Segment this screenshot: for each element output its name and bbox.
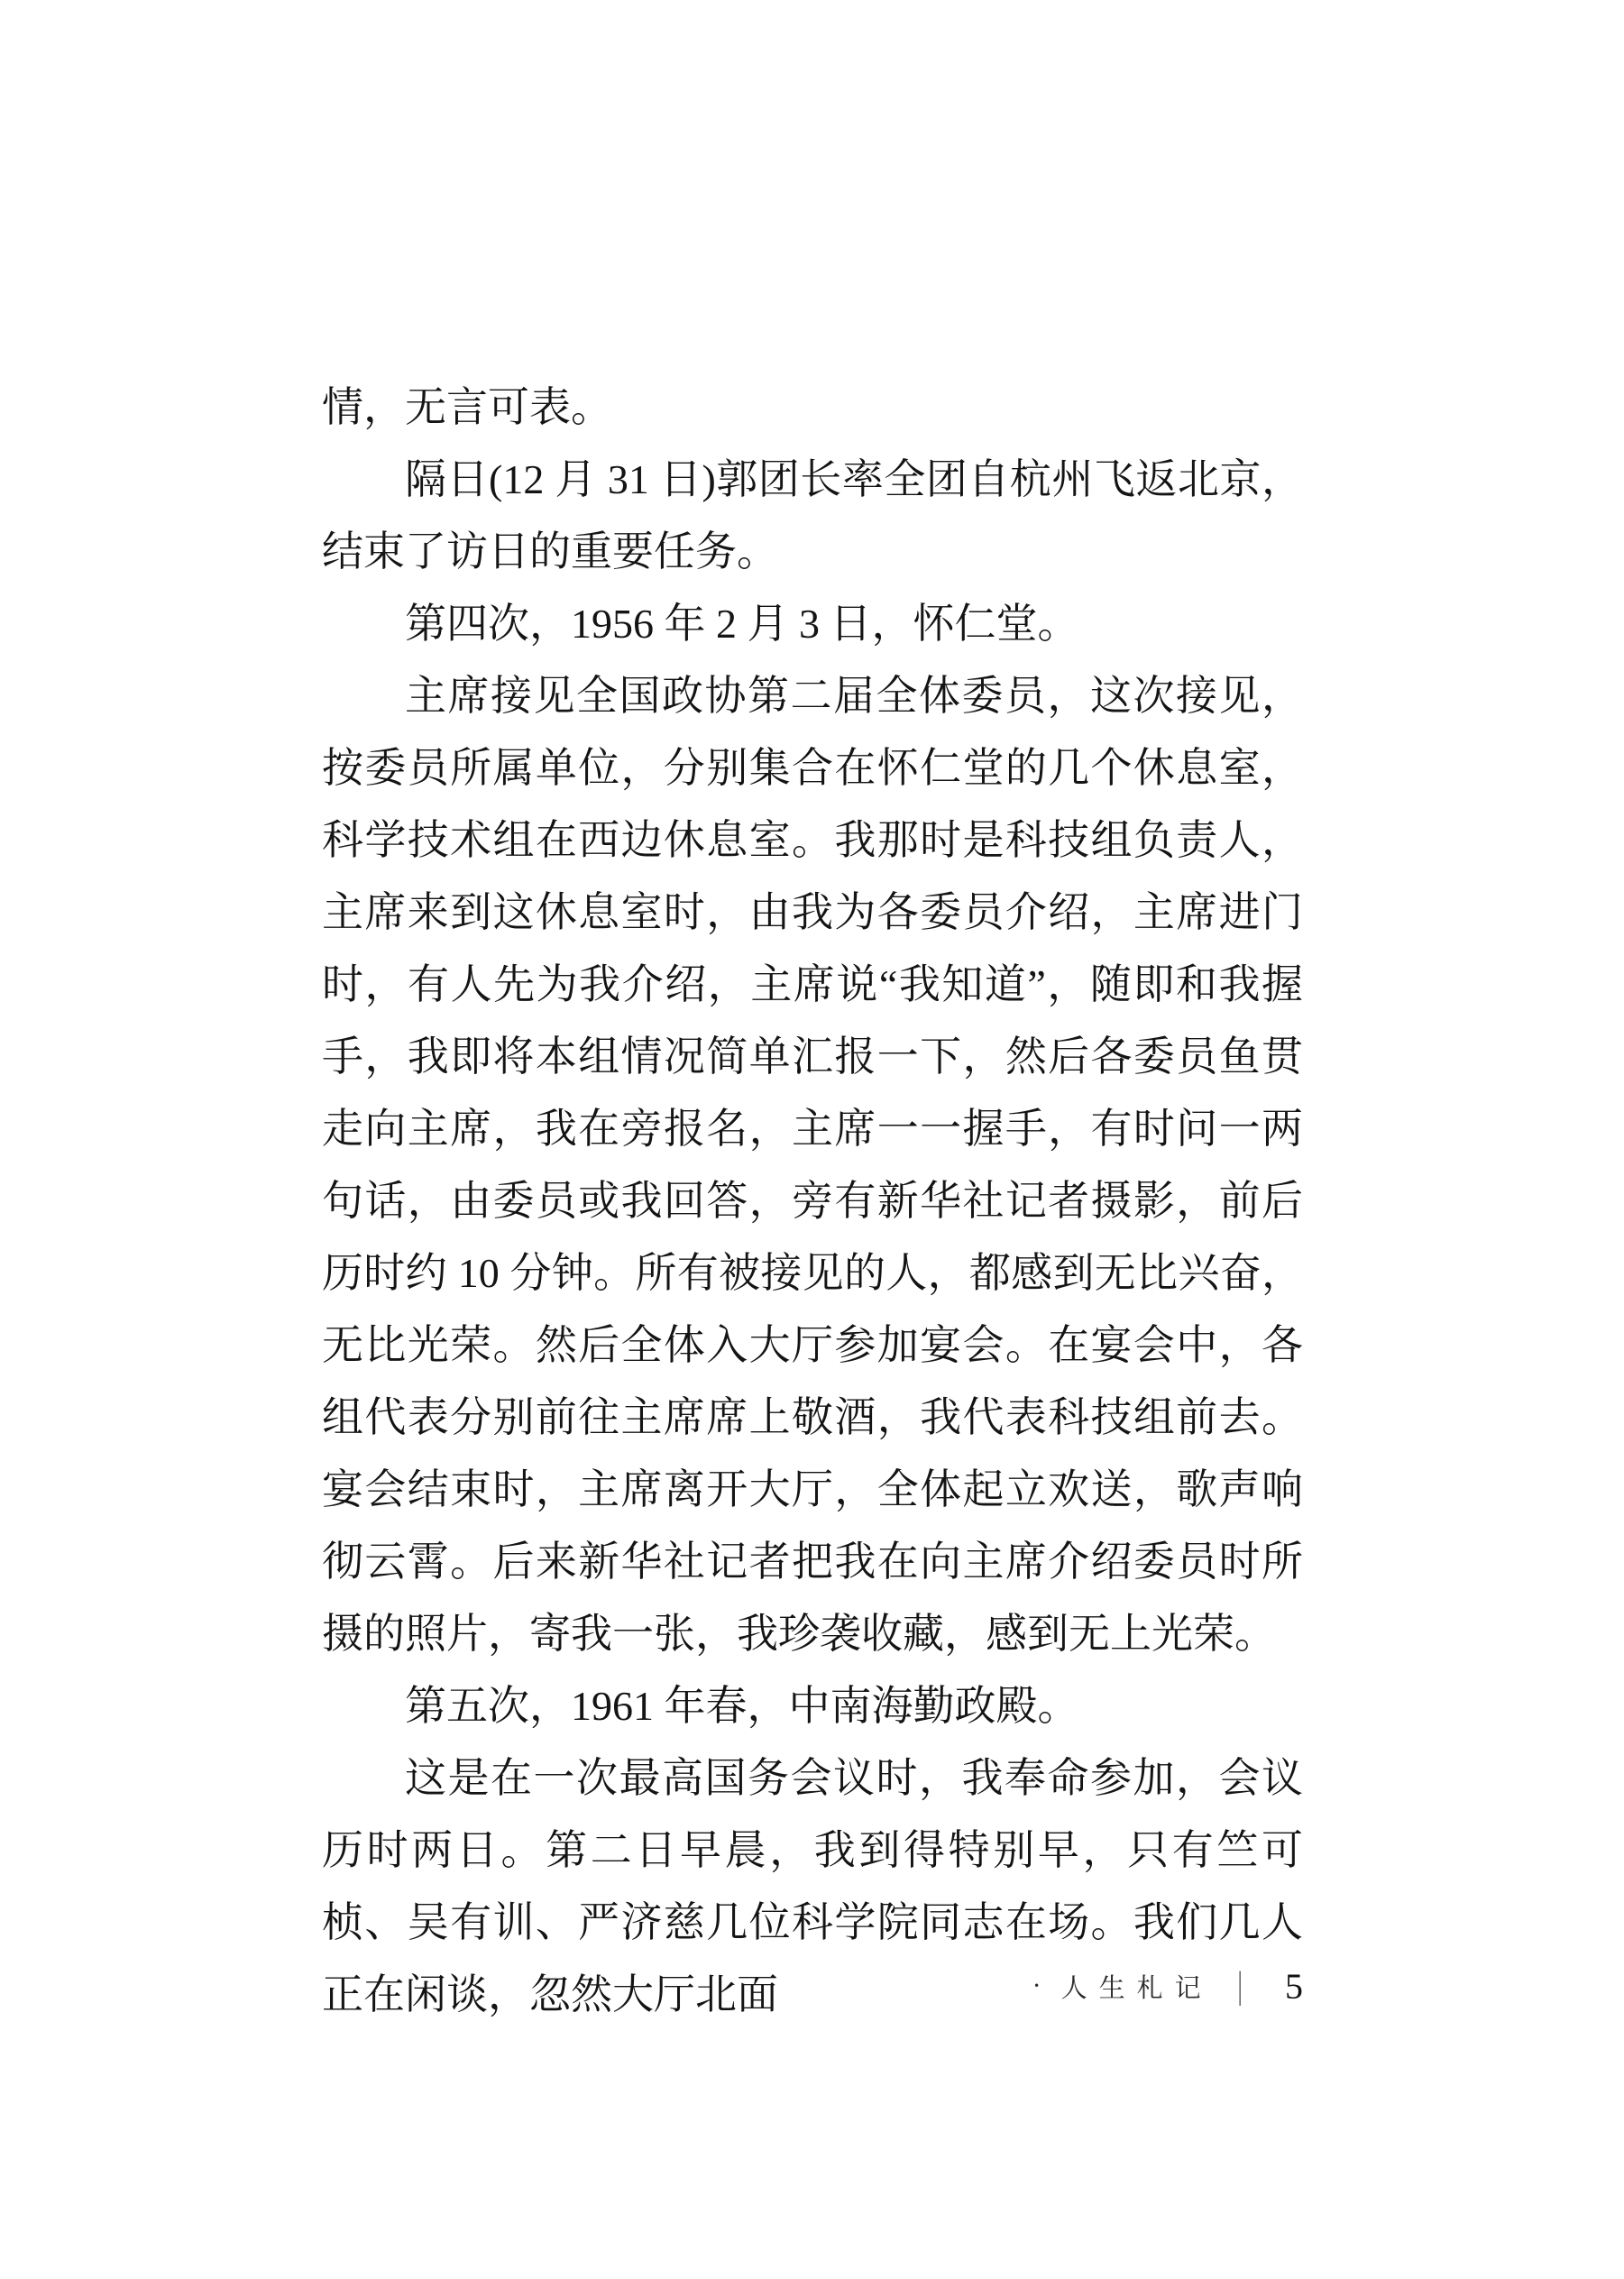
paragraph: 第四次，1956 年 2 月 3 日，怀仁堂。 [405, 601, 1079, 647]
paragraph: 情，无言可表。 [322, 384, 612, 430]
running-title: 人生札记 [1060, 1973, 1213, 2003]
paragraph: 隔日(12 月 31 日)郭团长率全团自杭州飞返北京，结束了访日的重要任务。 [322, 456, 1303, 574]
footer-divider-bar: | [1237, 1965, 1243, 2007]
body-text [322, 372, 1303, 2031]
paragraph: 主席接见全国政协第二届全体委员，这次接见，按委员所属单位，分别集合在怀仁堂的几个休息室，科学技术组在西边休息室。我那时是科技组负责人，主席来到这休息室时，由我为各委员介绍，主席进门时，有人先为我介绍，主席说“我知道”，随即和我握手，我即将本组情况简单汇报一下，然后各委员鱼贯走向主席，我在旁报名，主席一一握手，有时问一两句话，由委员或我回答，旁有新华社记者摄影，前后历时约 10 分钟。所有被接见的人，都感到无比兴奋，无比光荣。然后全体入大厅参加宴会。在宴会中，各组代表分别前往主席席上敬酒，我代表科技组前去。宴会结束时，主席离开大厅，全体起立欢送，歌声响彻云霄。后来新华社记者把我在向主席介绍委员时所摄的照片，寄我一张，我珍袭收藏，感到无上光荣。 [322, 673, 1303, 1657]
page-number: 5 [1285, 1965, 1303, 2007]
paragraph: 第五次，1961 年春，中南海勤政殿。 [405, 1683, 1079, 1729]
paragraph: 这是在一次最高国务会议时，我奉命参加，会议历时两日。第二日早晨，我到得特别早，只有竺可桢、吴有训、严济慈几位科学院同志在场。我们几人正在闲谈，忽然大厅北面 [322, 1755, 1303, 2017]
footer-bullet: · [1032, 1971, 1041, 2000]
page-footer [1032, 1964, 1303, 2008]
